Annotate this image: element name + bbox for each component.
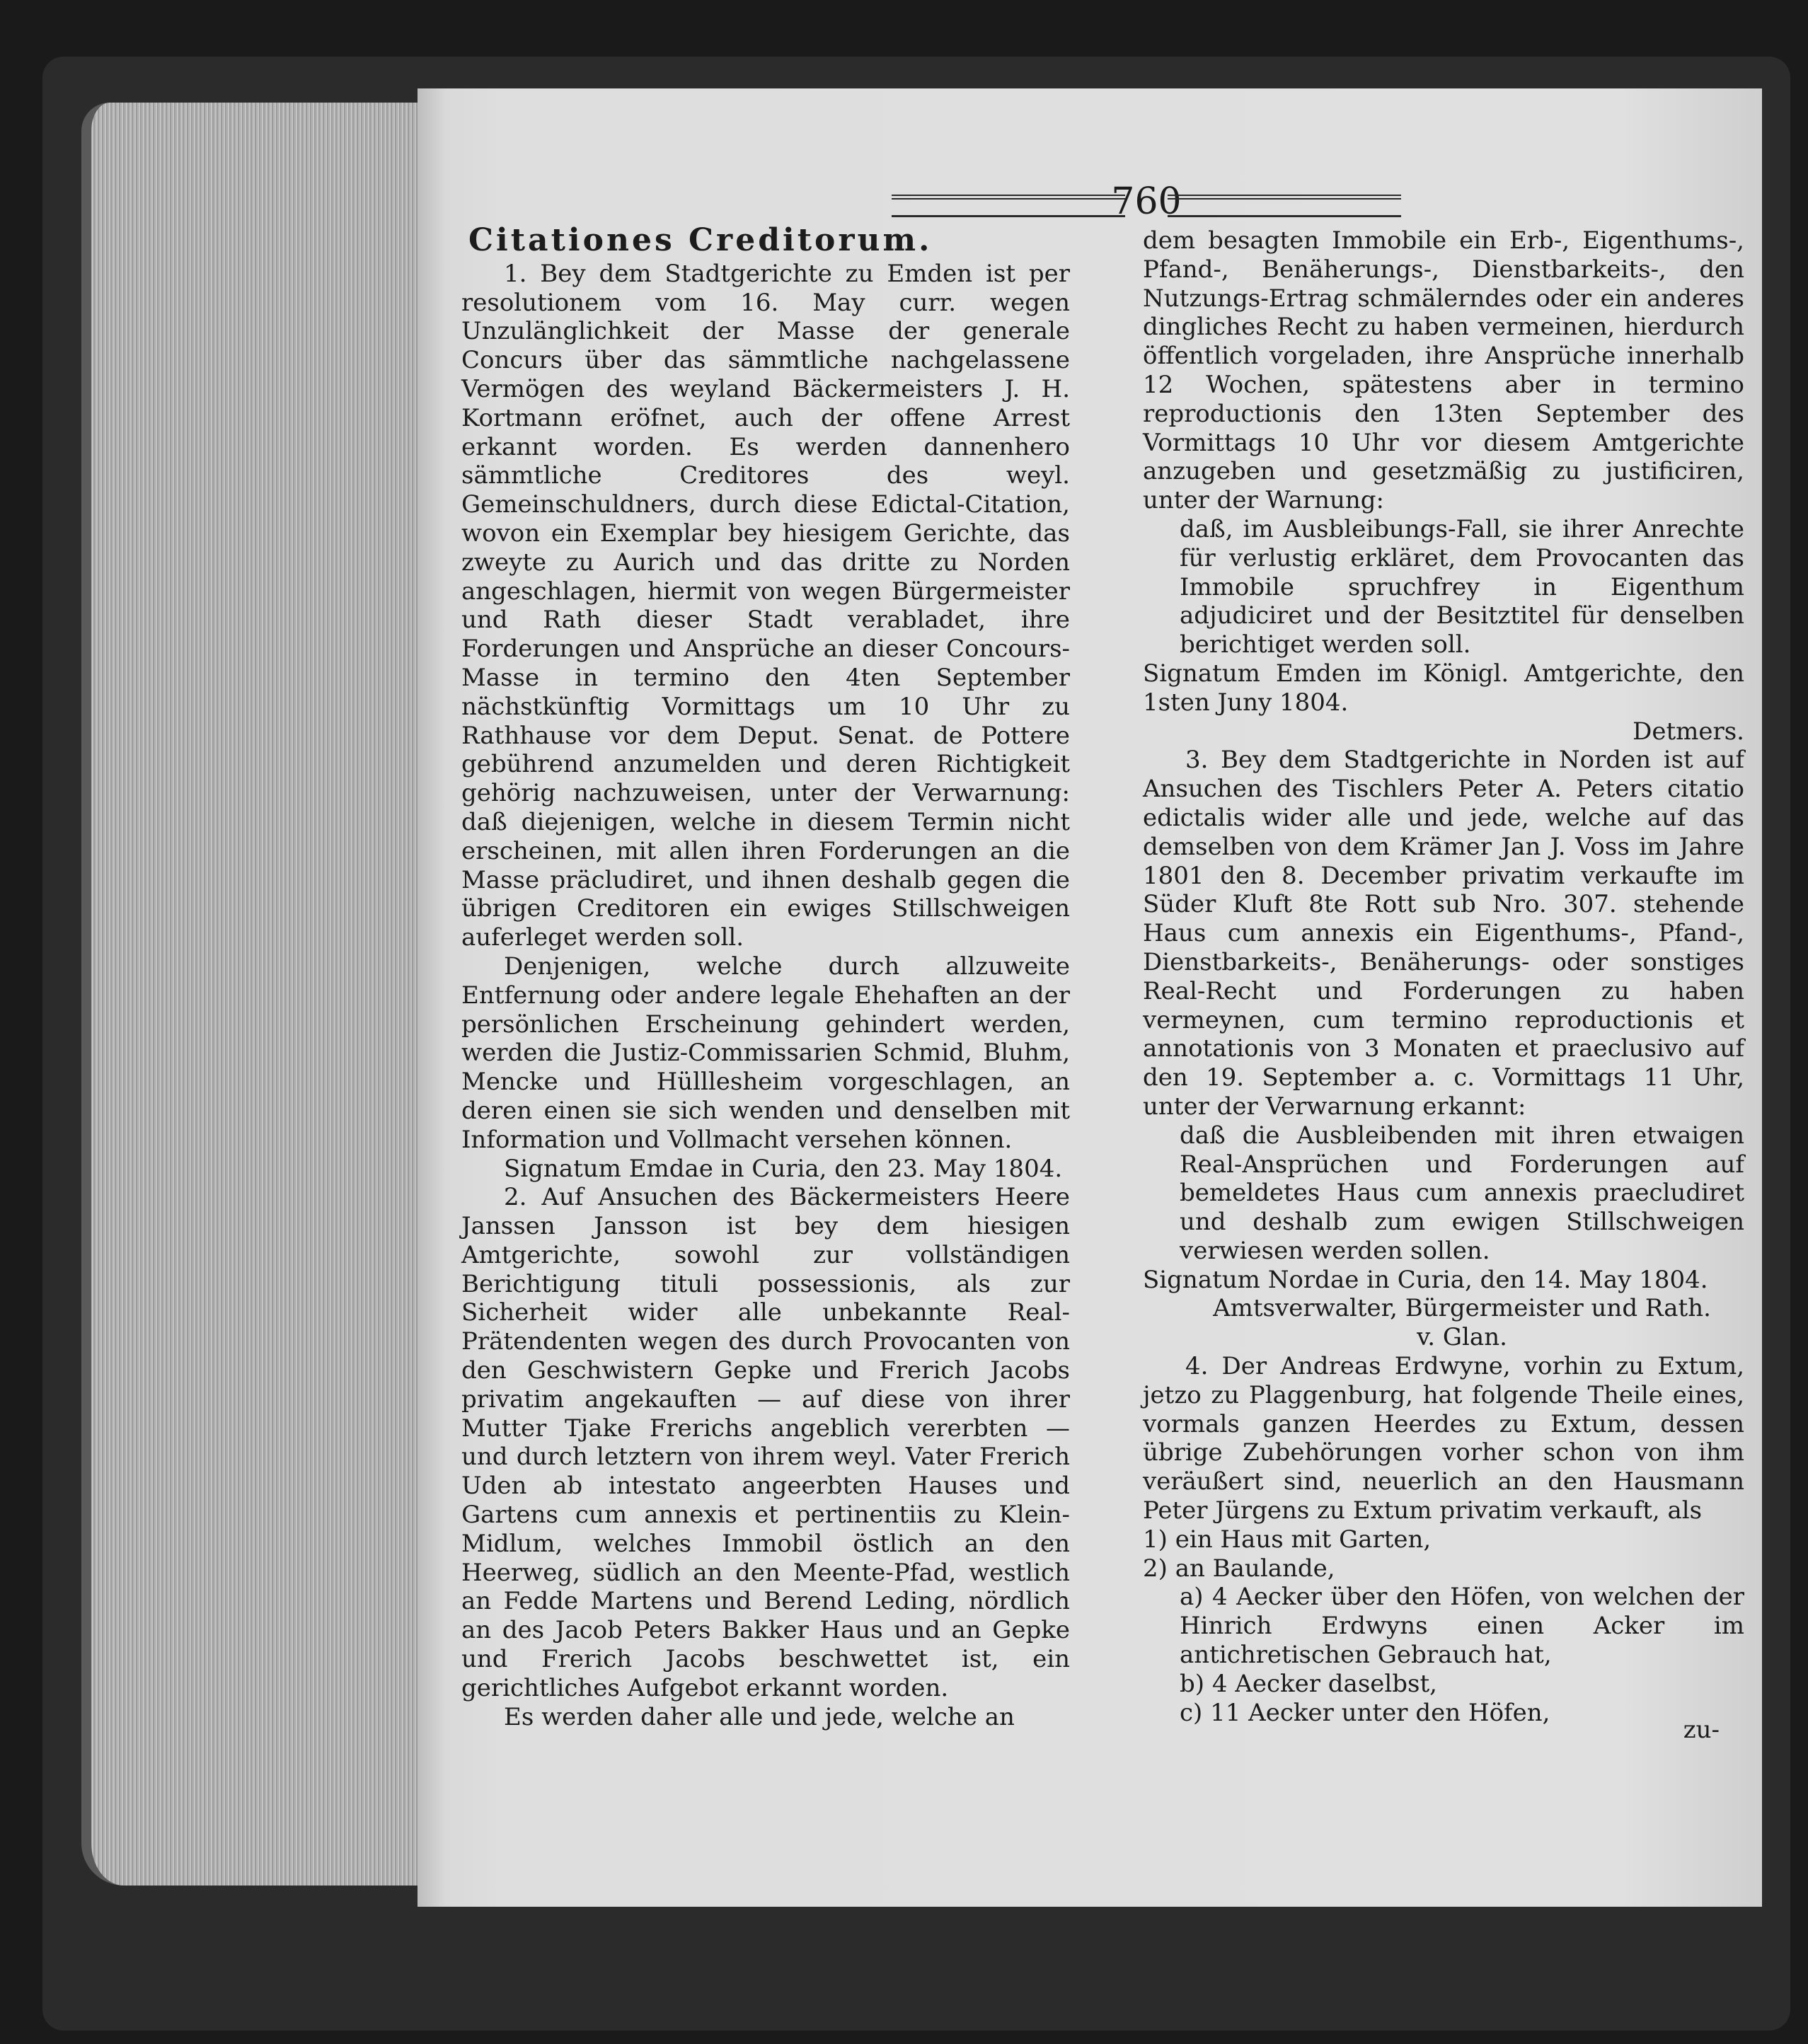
paragraph-2: 2. Auf Ansuchen des Bäckermeisters Heere Janssen Jansson ist bey dem hiesigen Amtgerichte, sowohl zur vollständigen Berichtigung tituli possessionis, als zur Sicherheit wider alle unbekannte Real-Prätendenten wegen des durch Provocanten von den Geschwistern Gepke und Frerich Jacobs privatim angekauften — auf diese von ihrer Mutter Tjake Frerichs angeblich vererbten — und durch letztern von ihrem weyl. Vater Frerich Uden ab intestato angeerbten Hauses und Gartens cum annexis et pertinentiis zu Klein-Midlum, welches Immobil östlich an den Heerweg, südlich an den Meente-Pfad, westlich an Fedde Martens und Berend Leding, nördlich an des Jacob Peters Bakker Haus und an Gepke und Frerich Jacobs beschwettet ist, ein gerichtliches Aufgebot erkannt worden. (461, 1183, 1070, 1702)
right-column (1143, 226, 1744, 1727)
paragraph-3: 3. Bey dem Stadtgerichte in Norden ist auf Ansuchen des Tischlers Peter A. Peters citatio edictalis wider alle und jede, welche auf das demselben von dem Krämer Jan J. Voss im Jahre 1801 den 8. December privatim verkaufte im Süder Kluft 8te Rott sub Nro. 307. stehende Haus cum annexis ein Eigenthums-, Pfand-, Dienstbarkeits-, Benäherungs- oder sonstiges Real-Recht und Forderungen zu haben vermeynen, cum termino reproductionis et annotationis von 3 Monaten et praeclusivo auf den 19. September a. c. Vormittags 11 Uhr, unter der Verwarnung erkannt: (1143, 746, 1744, 1121)
paragraph-4: 4. Der Andreas Erdwyne, vorhin zu Extum, jetzo zu Plaggenburg, hat folgende Theile eines, vormals ganzen Heerdes zu Extum, dessen übrige Zubehörungen vorher schon von ihm veräußert sind, neuerlich an den Hausmann Peter Jürgens zu Extum privatim verkauft, als (1143, 1352, 1744, 1525)
page-edges (81, 103, 431, 1886)
list-item: 1) ein Haus mit Garten, (1143, 1525, 1432, 1554)
warning-2: daß, im Ausbleibungs-Fall, sie ihrer Anrechte für verlustig erkläret, dem Provocanten das Immobile spruchfrey in Eigenthum adjudiciret und der Besitztitel für denselben berichtiget werden soll. (1180, 514, 1744, 659)
signature-3: Signatum Nordae in Curia, den 14. May 1804. (1143, 1265, 1708, 1294)
page-number: 760 (1111, 180, 1182, 223)
paragraph-1b: Denjenigen, welche durch allzuweite Entfernung oder andere legale Ehehaften an der persönlichen Erscheinung gehindert werden, werden die Justiz-Commissarien Schmid, Bluhm, Mencke und Hülllesheim vorgeschlagen, an deren einen sie sich wenden und denselben mit Information und Vollmacht versehen können. (461, 952, 1070, 1154)
left-column (461, 222, 1070, 1731)
signer-3a: Amtsverwalter, Bürgermeister und Rath. (1213, 1294, 1711, 1323)
signature-2: Signatum Emden im Königl. Amtgerichte, den 1sten Juny 1804. (1143, 659, 1744, 717)
list-item: 2) an Baulande, (1143, 1554, 1335, 1583)
book-page (418, 88, 1762, 1907)
paragraph-2b: Es werden daher alle und jede, welche an (504, 1702, 1015, 1731)
catchword: zu- (1683, 1716, 1720, 1744)
signer-2: Detmers. (1633, 717, 1744, 746)
signer-3b: v. Glan. (1417, 1323, 1507, 1352)
paragraph-2-continuation: dem besagten Immobile ein Erb-, Eigenthums-, Pfand-, Benäherungs-, Dienstbarkeits-, den Nutzungs-Ertrag schmälerndes oder ein anderes dingliches Recht zu haben vermeinen, hierdurch öffentlich vorgeladen, ihre Ansprüche innerhalb 12 Wochen, spätestens aber in termino reproductionis den 13ten September des Vormittags 10 Uhr vor diesem Amtgerichte anzugeben und gesetzmäßig zu justificiren, unter der Warnung: (1143, 226, 1744, 515)
section-title: Citationes Creditorum. (468, 222, 933, 258)
header-rule-right (1168, 195, 1401, 217)
list-item: a) 4 Aecker über den Höfen, von welchen der Hinrich Erdwyns einen Acker im antichretischen Gebrauch hat, (1180, 1583, 1744, 1670)
warning-3: daß die Ausbleibenden mit ihren etwaigen Real-Ansprüchen und Forderungen auf bemeldetes Haus cum annexis praecludiret und deshalb zum ewigen Stillschweigen verwiesen werden sollen. (1180, 1121, 1744, 1265)
paragraph-1: 1. Bey dem Stadtgerichte zu Emden ist per resolutionem vom 16. May curr. wegen Unzulänglichkeit der Masse der generale Concurs über das sämmtliche nachgelassene Vermögen des weyland Bäckermeisters J. H. Kortmann eröfnet, auch der offene Arrest erkannt worden. Es werden dannenhero sämmtliche Creditores des weyl. Gemeinschuldners, durch diese Edictal-Citation, wovon ein Exemplar bey hiesigem Gerichte, das zweyte zu Aurich und das dritte zu Norden angeschlagen, hiermit von wegen Bürgermeister und Rath dieser Stadt verabladet, ihre Forderungen und Ansprüche an dieser Concours-Masse in termino den 4ten September nächstkünftig Vormittags um 10 Uhr zu Rathhause vor dem Deput. Senat. de Pottere gebührend anzumelden und deren Richtigkeit gehörig nachzuweisen, unter der Verwarnung: daß diejenigen, welche in diesem Termin nicht erscheinen, mit allen ihren Forderungen an die Masse präcludiret, und ihnen deshalb gegen die übrigen Creditoren ein ewiges Stillschweigen auferleget werden soll. (461, 259, 1070, 952)
list-item: c) 11 Aecker unter den Höfen, (1180, 1698, 1550, 1727)
list-item: b) 4 Aecker daselbst, (1180, 1669, 1437, 1698)
signature-1: Signatum Emdae in Curia, den 23. May 1804. (504, 1154, 1063, 1183)
